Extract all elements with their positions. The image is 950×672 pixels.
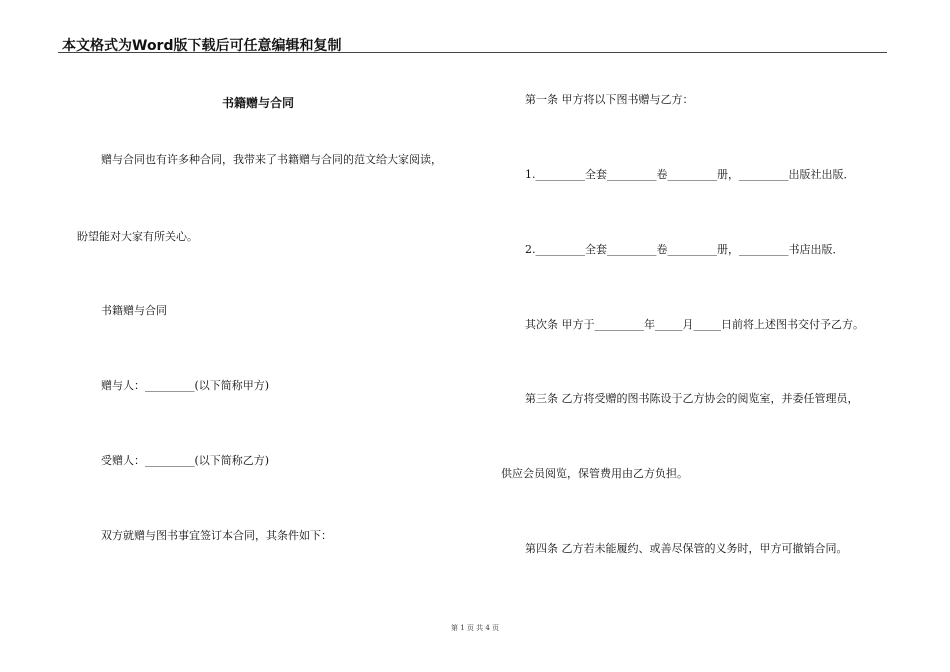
article-3-line-1: 第三条 乙方将受赠的图书陈设于乙方协会的阅览室，并委任管理员， [525, 392, 859, 405]
article-1-heading: 第一条 甲方将以下图书赠与乙方： [525, 93, 694, 106]
intro-paragraph-line-1: 赠与合同也有许多种合同，我带来了书籍赠与合同的范文给大家阅读， [101, 153, 442, 166]
header-divider [58, 52, 887, 53]
terms-intro-line: 双方就赠与图书事宜签订本合同，其条件如下： [101, 529, 332, 542]
book-item-2: 2._________全套_________卷_________册，_________书店出版． [525, 243, 844, 256]
donor-line: 赠与人：_________(以下简称甲方) [101, 379, 270, 392]
article-3-line-2: 供应会员阅览，保管费用由乙方负担。 [501, 467, 688, 480]
recipient-line: 受赠人：_________(以下简称乙方) [101, 454, 270, 467]
page-header-title: 本文格式为Word版下载后可任意编辑和复制 [62, 38, 342, 54]
contract-subtitle: 书籍赠与合同 [101, 304, 167, 317]
page-footer-info: 第 1 页 共 4 页 [450, 624, 500, 632]
article-2-line: 其次条 甲方于_________年_____月_____日前将上述图书交付予乙方。 [525, 318, 864, 331]
article-4-line: 第四条 乙方若未能履约、或善尽保管的义务时，甲方可撤销合同。 [525, 542, 848, 555]
document-title: 书籍赠与合同 [222, 96, 295, 110]
book-item-1: 1._________全套_________卷_________册，_________出版社出版． [525, 168, 855, 181]
intro-paragraph-line-2: 盼望能对大家有所关心。 [77, 230, 198, 243]
